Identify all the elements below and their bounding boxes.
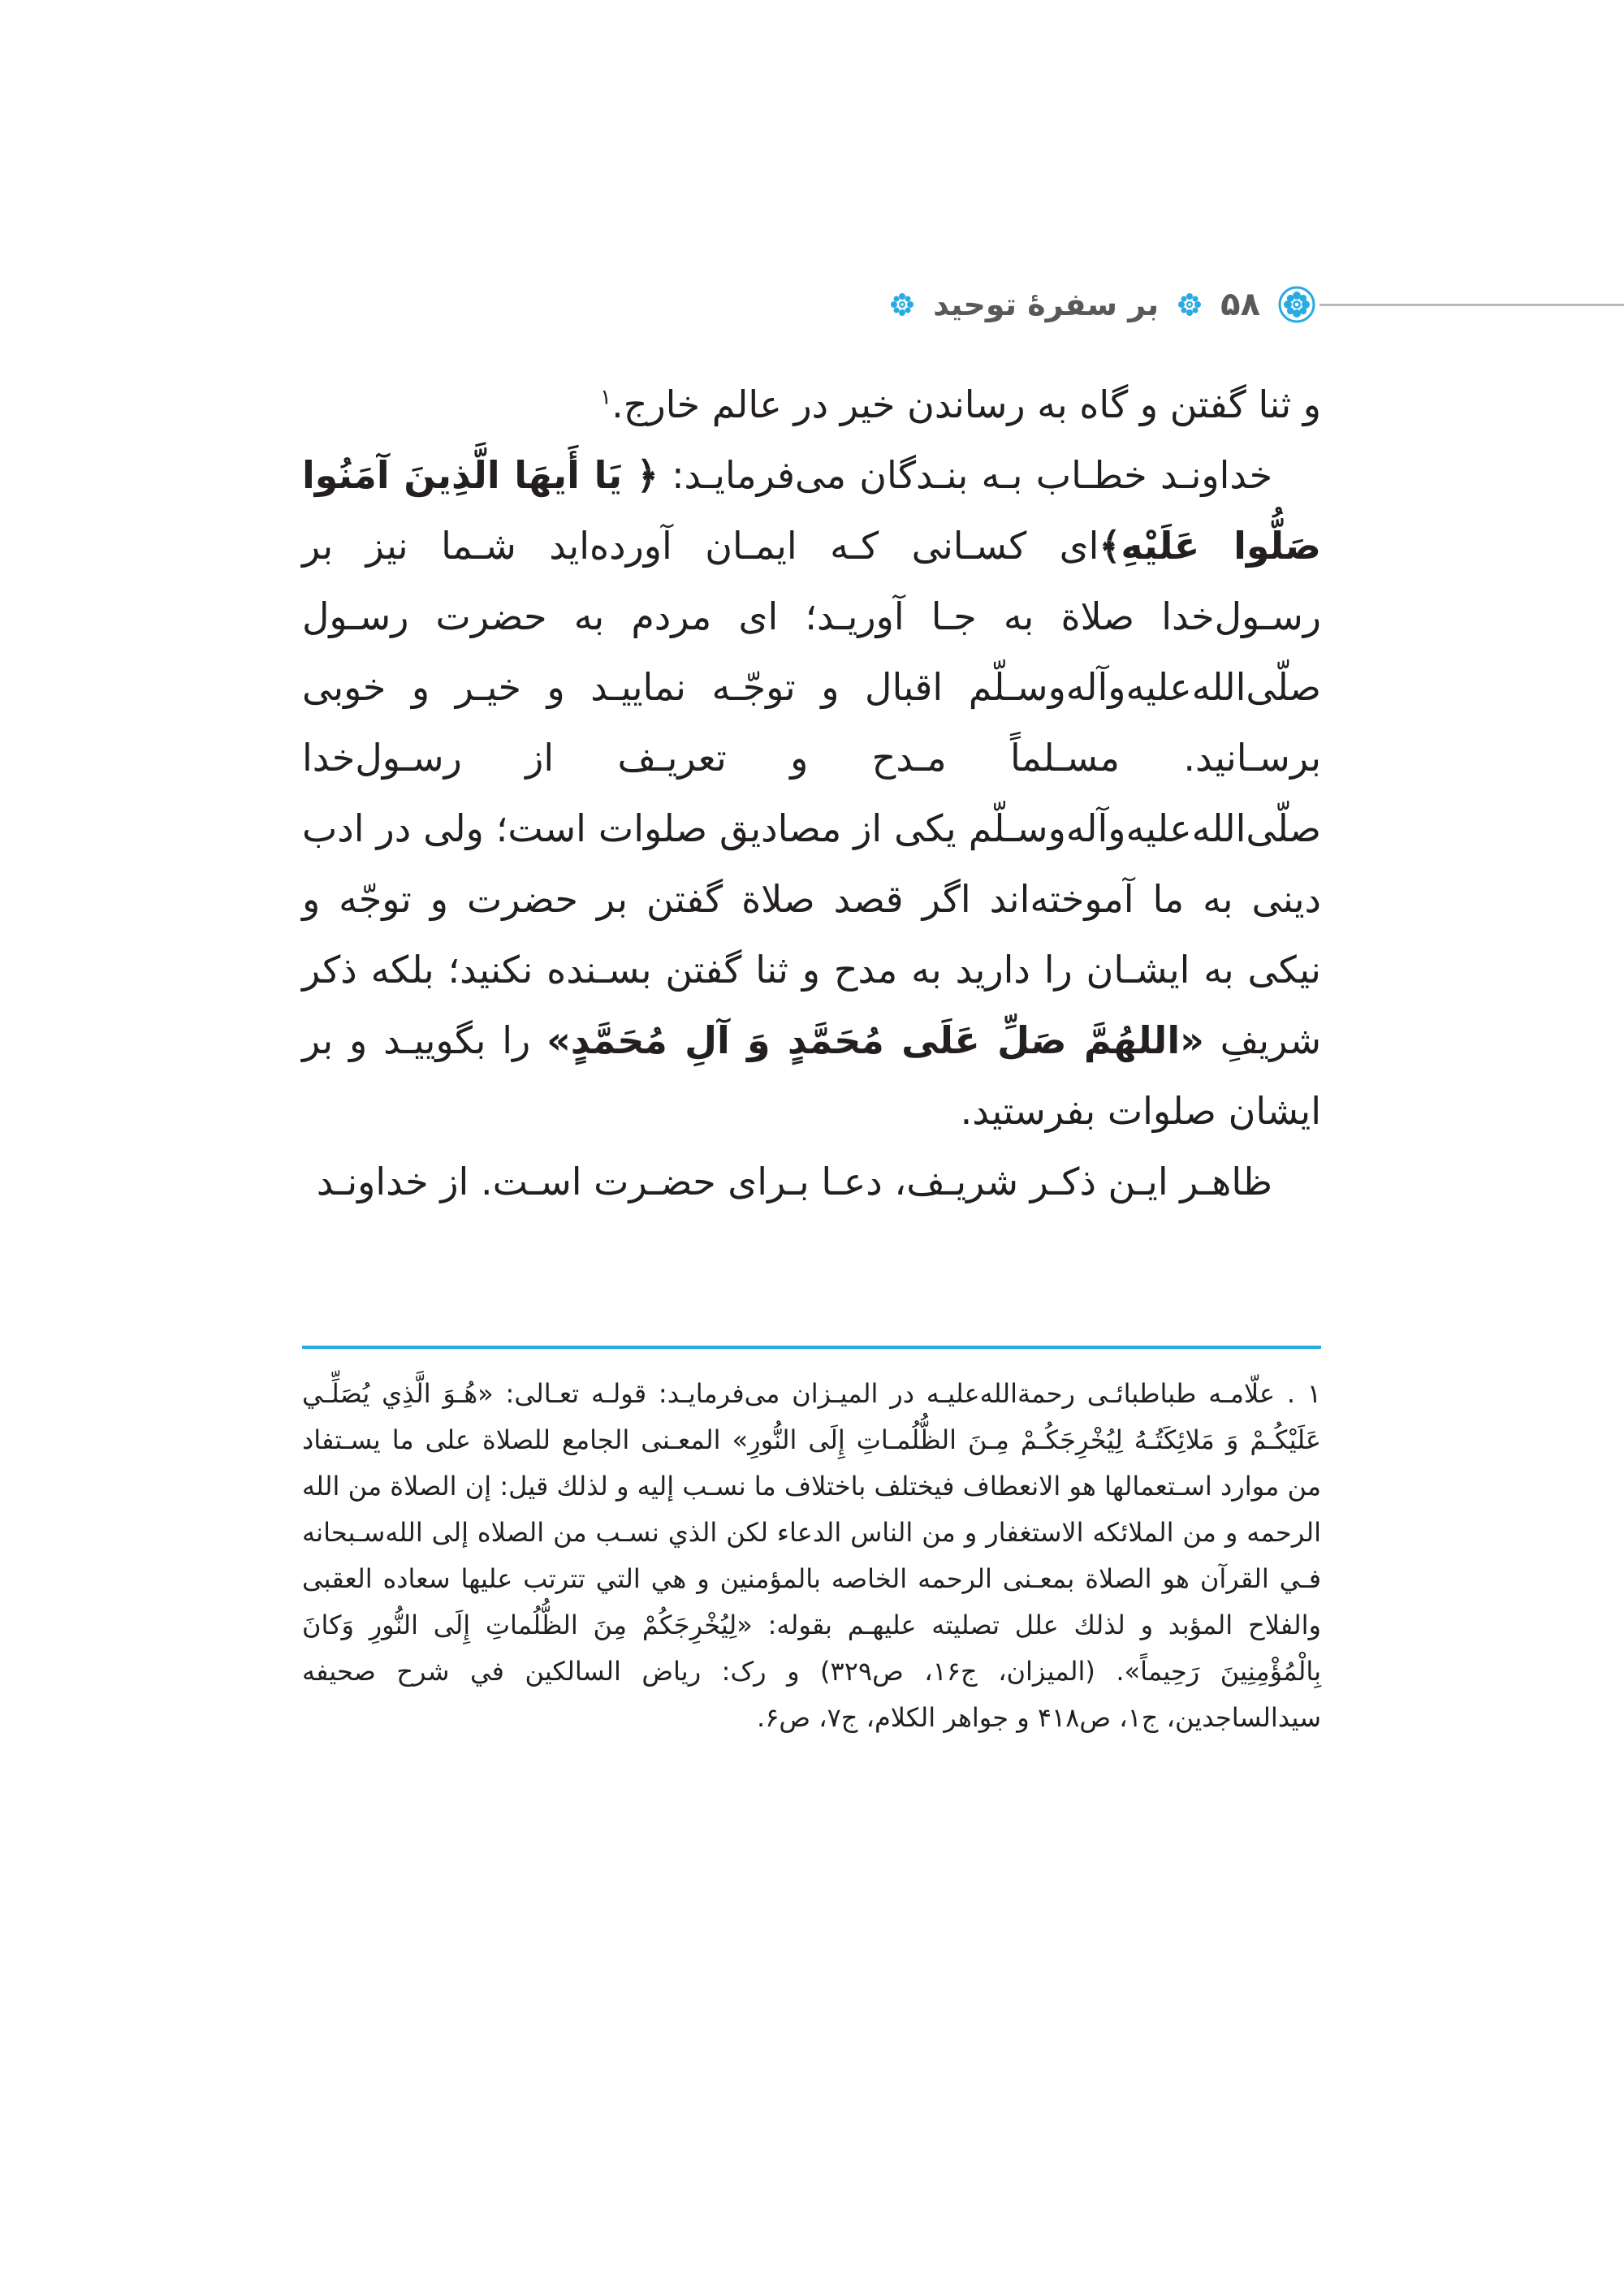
salawat-formula: «اللهُمَّ صَلِّ عَلَی مُحَمَّدٍ وَ آلِ مُحَمَّدٍ» (546, 1018, 1204, 1062)
quran-verse: ﴿ یَا أَیهَا الَّذِینَ آمَنُوا صَلُّوا عَلَیْهِ﴾ (302, 453, 1321, 568)
flower-icon (1278, 286, 1315, 323)
footnote-text: ۱ . علّامـه طباطبائـی رحمة‌الله‌علیـه در المیـزان می‌فرمایـد: قولـه تعـالی: «هُـوَ الَّذِي یُصَلِّـي عَلَیْکُـمْ وَ مَلائِکَتُـهُ لِیُخْرِجَکُـمْ مِـنَ الظُّلُمـاتِ إِلَی النُّورِ» المعـنی الجامع للصلاة علی ما یسـتفاد من موارد اسـتعمالها هو الانعطاف فیختلف باختلاف ما نسـب إلیه و لذلك قیل: إن الصلاة من الله الرحمه و من الملائکه الاستغفار و من الناس الدعاء لکن الذي نسـب من الصلاه إلی الله‌سـبحانه فـي القرآن هو الصلاة بمعـنی الرحمه الخاصه بالمؤمنین و هي التي تترتب علیها سعاده العقبی والفلاح المؤبد و لذلك علل تصلیته علیهـم بقوله: «لِیُخْرِجَکُمْ مِنَ الظُّلُماتِ إِلَی النُّورِ وَکانَ بِالْمُؤْمِنِینَ رَحِیماً». (المیزان، ج۱۶، ص۳۲۹) و رک: ریاض السالکین في شرح صحیفه سیدالساجدین، ج۱، ص۴۱۸ و جواهر الکلام، ج۷، ص۶. (302, 1378, 1322, 1733)
footnote (302, 1371, 1321, 1741)
running-title: بر سفرهٔ توحید (933, 287, 1160, 322)
paragraph-1-text: و ثنا گفتن و گاه به رساندن خیر در عالم خارج. (611, 382, 1321, 426)
header-rule (1320, 304, 1624, 306)
paragraph-2-body: ای کسـانی کـه ایمـان آورده‌اید شـما نیز بر رسـول‌خدا صلاة به جـا آوریـد؛ ای مردم به حضرت رسـول صلّی‌الله‌علیه‌وآله‌وسـلّم اقبال و توجّـه نماییـد و خیـر و خوبی برسـانید. مسـلماً مـدح و تعریـف از رسـول‌خدا صلّی‌الله‌علیه‌وآله‌وسـلّم یکی از مصادیق صلوات است؛ ولی در ادب دینی به ما آموخته‌اند اگر قصد صلاة گفتن بر حضرت و توجّه و نیکی به ایشـان را دارید به مدح و ثنا گفتن بسـنده نکنید؛ بلکه ذکر شریفِ (302, 524, 1322, 1062)
star-icon (1177, 292, 1203, 318)
footnote-reference: ۱ (600, 385, 612, 410)
paragraph-2-lead: خداونـد خطـاب بـه بنـدگان می‌فرمایـد: (672, 453, 1273, 497)
header-group (889, 280, 1315, 329)
paragraph-2 (302, 440, 1321, 1147)
main-text (302, 369, 1321, 1217)
paragraph-1 (302, 369, 1321, 440)
paragraph-3: ظاهـر ایـن ذکـر شریـف، دعـا بـرای حضـرت اسـت. از خداونـد (316, 1160, 1272, 1203)
footnote-rule (302, 1346, 1321, 1349)
star-icon (889, 292, 915, 318)
paragraph-2-end: را بگوییـد و بر ایشان صلوات بفرستید. (302, 1018, 1321, 1133)
page-number: ۵۸ (1220, 286, 1260, 323)
running-header (0, 280, 1624, 329)
